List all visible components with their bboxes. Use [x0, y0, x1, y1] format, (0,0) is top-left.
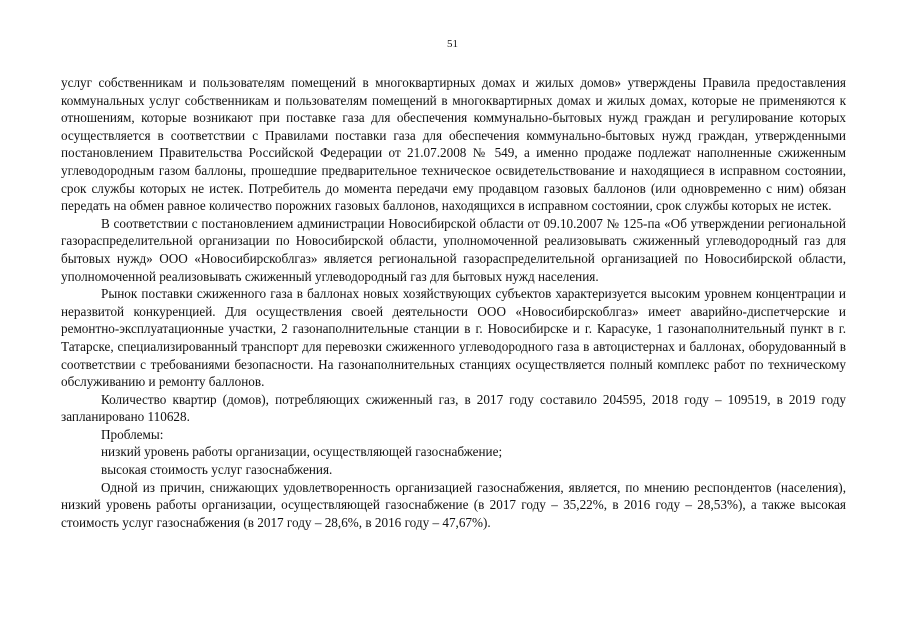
- paragraph-continuation: услуг собственникам и пользователям помещений в многоквартирных домах и жилых домов» утверждены Правила предоставления коммунальных услуг собственникам и пользователям помещений в многоквартирных домах и жилых домах, которые не применяются к отношениям, которые возникают при поставке газа для обеспечения коммунально-бытовых нужд граждан и регулирование которых осуществляется в соответствии с Правилами поставки газа для обеспечения коммунально-бытовых нужд граждан, утвержденными постановлением Правительства Российской Федерации от 21.07.2008 № 549, а именно продаже подлежат наполненные сжиженным углеводородным газом баллоны, прошедшие предварительное техническое освидетельствование и находящиеся в исправном состоянии, срок службы которых не истек. Потребитель до момента передачи ему продавцом газовых баллонов (или одновременно с ним) обязан передать на обмен равное количество порожних газовых баллонов, находящихся в исправном состоянии, срок службы которых не истек.: [61, 75, 846, 214]
- problem-item: высокая стоимость услуг газоснабжения.: [101, 462, 333, 478]
- paragraph-regional-organization: В соответствии с постановлением администрации Новосибирской области от 09.10.2007 № 125-па «Об утверждении региональной газораспределительной организации по Новосибирской области, уполномоченной реализовывать сжиженный углеводородный газ для бытовых нужд» ООО «Новосибирскоблгаз» является региональной газораспределительной организацией по Новосибирской области, уполномоченной реализовывать сжиженный углеводородный газ для бытовых нужд населения.: [61, 215, 846, 284]
- document-body: [61, 74, 846, 531]
- problem-item: низкий уровень работы организации, осуществляющей газоснабжение;: [101, 444, 503, 460]
- paragraph-market-description: Рынок поставки сжиженного газа в баллонах новых хозяйствующих субъектов характеризуется высоким уровнем концентрации и неразвитой конкуренцией. Для осуществления своей деятельности ООО «Новосибирскоблгаз» имеет аварийно-диспетчерские и ремонтно-эксплуатационные участки, 2 газонаполнительные станции в г. Новосибирске и г. Карасуке, 1 газонаполнительный пункт в г. Татарске, специализированный транспорт для перевозки сжиженного углеводородного газа в автоцистернах и баллонах, оборудованный в соответствии с требованиями безопасности. На газонаполнительных станциях осуществляется полный комплекс работ по техническому обслуживанию и ремонту баллонов.: [61, 286, 846, 390]
- paragraph-conclusion: Одной из причин, снижающих удовлетворенность организацией газоснабжения, является, по мнению респондентов (населения), низкий уровень работы организации, осуществляющей газоснабжение (в 2017 году – 35,22%, в 2016 году – 28,53%), а также высокая стоимость услуг газоснабжения (в 2017 году – 28,6%, в 2016 году – 47,67%).: [61, 479, 846, 530]
- page-number: 51: [447, 38, 458, 50]
- paragraph-apartment-count: Количество квартир (домов), потребляющих сжиженный газ, в 2017 году составило 204595, 2018 году – 109519, в 2019 году запланировано 110628.: [61, 391, 846, 425]
- problems-heading: Проблемы:: [101, 426, 164, 442]
